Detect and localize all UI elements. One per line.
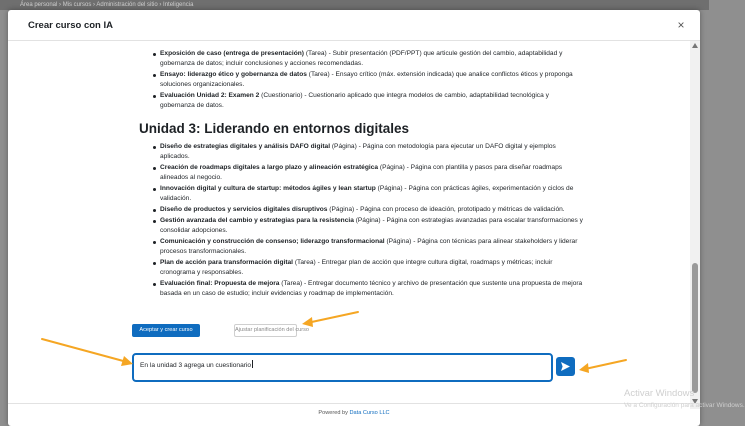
footer-link[interactable]: Data Curso LLC <box>349 410 390 416</box>
activity-type: (Cuestionario) <box>259 92 303 99</box>
unit3-activity-item <box>139 279 584 299</box>
unit3-activity-item <box>139 184 584 204</box>
text-caret <box>252 360 253 368</box>
modal-title: Crear curso con IA <box>28 20 113 31</box>
footer-divider <box>8 403 700 404</box>
activity-description: - Página con técnicas para alinear stakeholders y liderar procesos transformacionales. <box>160 238 578 255</box>
close-icon[interactable]: × <box>677 18 685 32</box>
unit2-activity-list <box>139 49 584 112</box>
modal-header <box>8 10 700 41</box>
scroll-thumb[interactable] <box>692 263 698 393</box>
unit2-activity-item <box>139 91 584 111</box>
send-button[interactable] <box>556 357 575 376</box>
scroll-up-icon[interactable] <box>692 43 698 48</box>
activity-description: - Entregar documento técnico y archivo de presentación que sustente una propuesta de mejora basada en un caso de estudio; incluir evidencias y roadmap de implementación. <box>160 280 583 297</box>
activity-title: Exposición de caso (entrega de presentación) <box>160 50 305 57</box>
activity-title: Evaluación Unidad 2: Examen 2 <box>160 92 260 99</box>
activity-type: (Tarea) <box>304 50 327 57</box>
activity-title: Gestión avanzada del cambio y estrategias para la resistencia <box>160 217 354 224</box>
powered-by-footer <box>8 410 700 416</box>
unit2-activity-item <box>139 70 584 90</box>
unit2-activity-item <box>139 49 584 69</box>
footer-prefix: Powered by <box>318 410 350 416</box>
unit3-activity-item <box>139 216 584 236</box>
activity-title: Plan de acción para transformación digital <box>160 259 294 266</box>
activity-description: - Página con prácticas ágiles, experimentación y ciclos de validación. <box>160 185 574 202</box>
activity-title: Creación de roadmaps digitales a largo plazo y alineación estratégica <box>160 164 379 171</box>
activity-title: Evaluación final: Propuesta de mejora <box>160 280 280 287</box>
content-scrollbar[interactable] <box>690 41 700 409</box>
unit3-activity-item <box>139 237 584 257</box>
activity-title: Diseño de productos y servicios digitales disruptivos <box>160 206 328 213</box>
activity-title: Diseño de estrategias digitales y análisis DAFO digital <box>160 143 331 150</box>
activity-type: (Página) <box>353 217 381 224</box>
background-breadcrumb: Área personal › Mis cursos › Administración del sitio › Inteligencia <box>0 0 709 10</box>
unit3-activity-list <box>139 142 584 300</box>
activity-type: (Página) <box>378 164 405 171</box>
activity-type: (Página) <box>375 185 403 192</box>
watermark-line1: Activar Windows <box>624 388 695 399</box>
windows-activation-watermark <box>624 388 745 412</box>
unit3-activity-item <box>139 258 584 278</box>
unit3-activity-item <box>139 142 584 162</box>
chat-input[interactable] <box>132 353 553 382</box>
unit3-activity-item <box>139 163 584 183</box>
activity-title: Innovación digital y cultura de startup: métodos ágiles y lean startup <box>160 185 376 192</box>
activity-description: - Ensayo crítico (máx. extensión indicada) que analice conflictos éticos y proponga soluciones organizacionales. <box>160 71 573 88</box>
activity-title: Ensayo: liderazgo ético y gobernanza de datos <box>160 71 307 78</box>
activity-description: - Página con metodología para ejecutar un DAFO digital y ejemplos aplicados. <box>160 143 556 160</box>
activity-description: - Página con proceso de ideación, prototipado y métricas de validación. <box>354 206 565 213</box>
activity-type: (Tarea) <box>293 259 316 266</box>
send-arrow-icon <box>560 361 571 372</box>
chat-input-value[interactable]: En la unidad 3 agrega un cuestionario <box>140 362 252 369</box>
activity-type: (Página) <box>384 238 412 245</box>
unit3-heading: Unidad 3: Liderando en entornos digitales <box>139 121 410 136</box>
watermark-line2: Ve a Configuración para activar Windows. <box>624 402 745 409</box>
activity-description: - Entregar plan de acción que integre cultura digital, roadmaps y métricas; incluir cronograma y responsables. <box>160 259 553 276</box>
activity-type: (Tarea) <box>279 280 303 287</box>
course-plan-content <box>8 41 688 329</box>
activity-type: (Tarea) <box>306 71 330 78</box>
activity-title: Comunicación y construcción de consenso; liderazgo transformacional <box>160 238 385 245</box>
activity-description: - Página con estrategias avanzadas para escalar transformaciones y consolidar adopciones. <box>160 217 583 234</box>
adjust-course-plan-button[interactable]: Ajustar planificación del curso <box>234 324 297 337</box>
activity-description: - Página con plantilla y pasos para diseñar roadmaps alineados al negocio. <box>160 164 563 181</box>
activity-type: (Página) <box>330 143 357 150</box>
activity-description: - Subir presentación (PDF/PPT) que articule gestión del cambio, adaptabilidad y gobernanza de datos; incluir conclusiones y acciones recomendadas. <box>160 50 563 67</box>
unit3-activity-item <box>139 205 584 215</box>
accept-create-course-button[interactable]: Aceptar y crear curso <box>132 324 200 337</box>
activity-description: - Cuestionario aplicado que integra modelos de cambio, adaptabilidad tecnológica y gobernanza de datos. <box>160 92 549 109</box>
create-course-modal <box>8 10 700 426</box>
activity-type: (Página) <box>327 206 355 213</box>
